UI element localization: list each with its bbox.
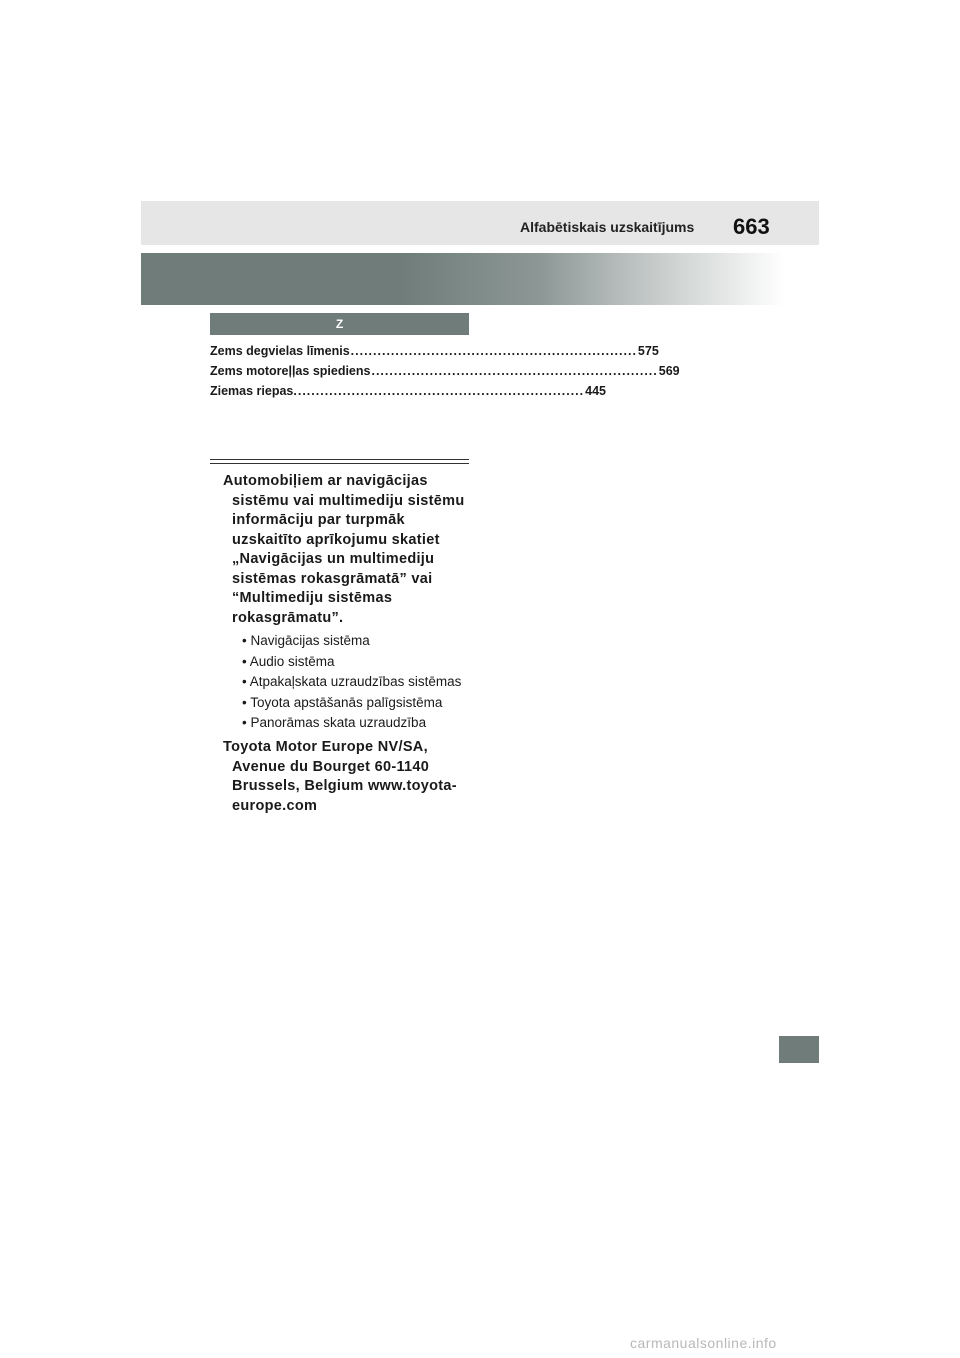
navigation-note: [223, 472, 473, 816]
page-number: 663: [733, 214, 770, 239]
list-item: • Toyota apstāšanās palīgsistēma: [242, 694, 443, 710]
manufacturer-address: Toyota Motor Europe NV/SA, Avenue du Bourget 60-1140 Brussels, Belgium www.toyota-europe.com: [223, 739, 457, 814]
index-term: Zems motoreļļas spiediens: [210, 364, 371, 378]
equipment-list: [242, 631, 473, 732]
chapter-thumb-tab: [779, 1036, 819, 1063]
index-entry[interactable]: [210, 344, 659, 364]
index-page-ref: 575: [637, 344, 659, 358]
running-header-title: Alfabētiskais uzskaitījums: [520, 219, 695, 235]
list-item: • Panorāmas skata uzraudzība: [242, 715, 427, 730]
dot-leader: ................................................................: [350, 344, 637, 358]
list-item: • Atpakaļskata uzraudzības sistēmas: [242, 674, 462, 689]
dot-leader: ................................................................: [371, 364, 658, 378]
index-page-ref: 445: [585, 384, 606, 398]
section-letter-heading: Z: [210, 313, 469, 335]
index-term: Zems degvielas līmenis: [210, 344, 350, 358]
note-intro: Automobiļiem ar navigācijas sistēmu vai multimediju sistēmu informāciju par turpmāk uzskaitīto aprīkojumu skatiet „Navigācijas un multimediju sistēmas rokasgrāmatā” vai “Multimediju sistēmas rokasgrāmatu”.: [223, 473, 465, 626]
index-entry[interactable]: [210, 364, 680, 384]
header-band: [141, 201, 819, 245]
index-list: [210, 344, 680, 404]
double-rule-divider: [210, 459, 469, 464]
index-page-ref: 569: [658, 364, 680, 378]
dot-leader: ................................................................: [297, 384, 585, 398]
decorative-gradient-bar: [141, 253, 785, 305]
index-entry[interactable]: [210, 384, 606, 404]
list-item: • Audio sistēma: [242, 653, 335, 669]
list-item: • Navigācijas sistēma: [242, 633, 370, 648]
index-term: Ziemas riepas.: [210, 384, 297, 398]
watermark-text: carmanualsonline.info: [630, 1335, 777, 1351]
